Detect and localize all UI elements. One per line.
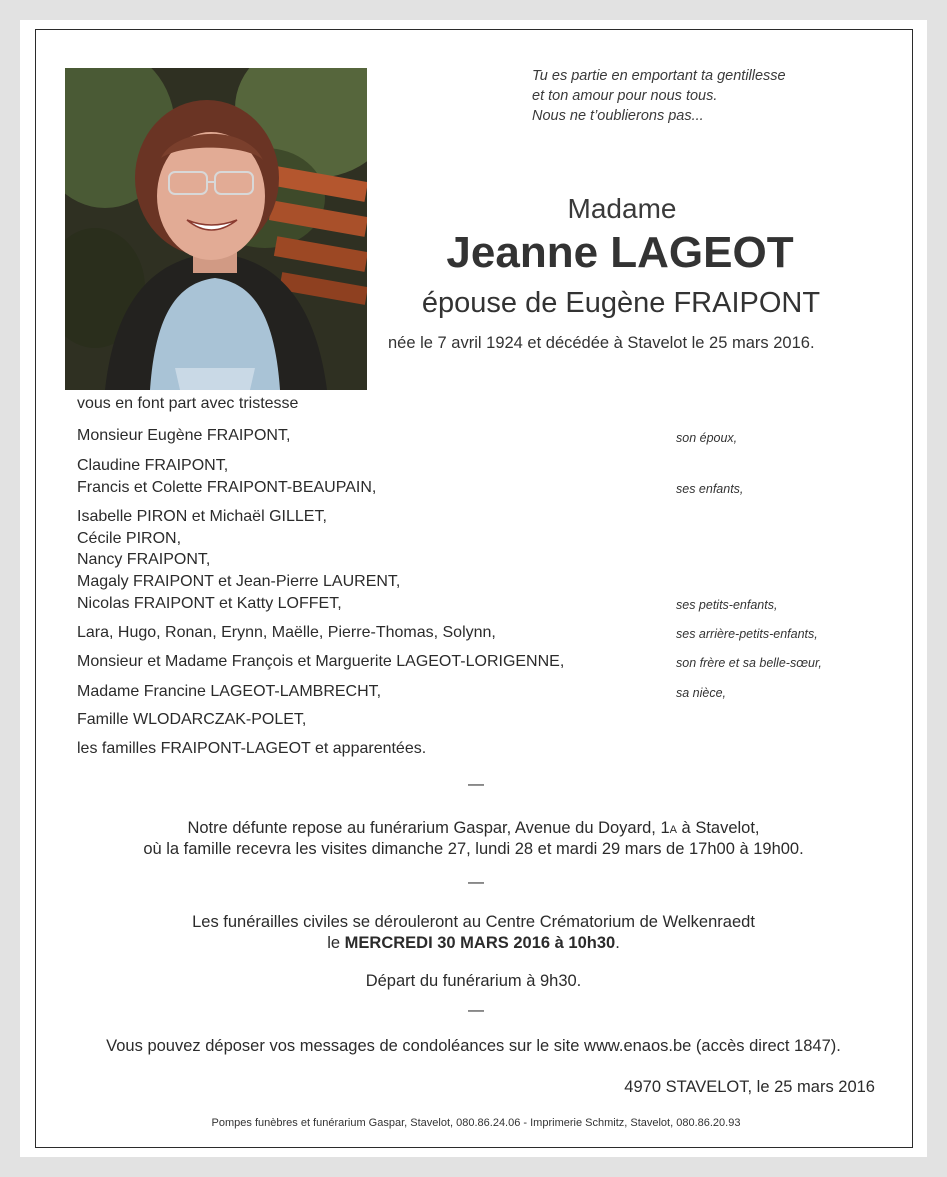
epigraph-line: et ton amour pour nous tous. xyxy=(532,88,718,104)
depart-line: Départ du funérarium à 9h30. xyxy=(365,972,582,990)
dates-line: née le 7 avril 1924 et décédée à Stavelot le 25 mars 2016. xyxy=(388,334,815,352)
epigraph-line: Nous ne t’oublierons pas... xyxy=(532,108,704,124)
salutation: Madame xyxy=(567,193,677,224)
funerailles-line-2 xyxy=(0,934,947,953)
family-member: Lara, Hugo, Ronan, Erynn, Maëlle, Pierre-Thomas, Solynn, xyxy=(77,624,496,641)
separator: — xyxy=(468,874,484,891)
intro-text: vous en font part avec tristesse xyxy=(77,395,299,412)
family-member: Claudine FRAIPONT, xyxy=(77,457,229,474)
separator: — xyxy=(468,776,484,793)
family-member: Madame Francine LAGEOT-LAMBRECHT, xyxy=(77,683,382,700)
funerailles-suffix: . xyxy=(615,934,620,952)
funerailles-prefix: le xyxy=(327,934,345,952)
footer: Pompes funèbres et funérarium Gaspar, Stavelot, 080.86.24.06 - Imprimerie Schmitz, Stavelot, 080.86.20.93 xyxy=(211,1117,741,1129)
spouse-line: épouse de Eugène FRAIPONT xyxy=(421,287,821,319)
family-member: Nancy FRAIPONT, xyxy=(77,551,211,568)
relation-label: son frère et sa belle-sœur, xyxy=(676,656,822,670)
relation-label: ses arrière-petits-enfants, xyxy=(676,627,818,641)
address-suffix: A xyxy=(669,824,677,836)
relation-label: sa nièce, xyxy=(676,686,727,700)
family-member: Monsieur Eugène FRAIPONT, xyxy=(77,427,291,444)
repose-text: Notre défunte repose au funérarium Gaspar, Avenue du Doyard, 1 xyxy=(187,819,670,837)
signature: 4970 STAVELOT, le 25 mars 2016 xyxy=(624,1078,875,1096)
epigraph xyxy=(532,66,786,126)
family-member: Francis et Colette FRAIPONT-BEAUPAIN, xyxy=(77,479,377,496)
repose-line-1 xyxy=(0,819,947,838)
family-member: Isabelle PIRON et Michaël GILLET, xyxy=(77,508,327,525)
relation-label: ses enfants, xyxy=(676,482,744,496)
separator: — xyxy=(468,1002,484,1019)
family-member: Monsieur et Madame François et Marguerite LAGEOT-LORIGENNE, xyxy=(77,653,565,670)
relation-label: son époux, xyxy=(676,431,738,445)
repose-text-end: à Stavelot, xyxy=(676,819,760,837)
family-member: Cécile PIRON, xyxy=(77,530,182,547)
family-member: Famille WLODARCZAK-POLET, xyxy=(77,711,307,728)
deceased-name: Jeanne LAGEOT xyxy=(446,228,794,277)
epigraph-line: Tu es partie en emportant ta gentillesse xyxy=(532,68,786,84)
family-member: les familles FRAIPONT-LAGEOT et apparentées. xyxy=(77,740,427,757)
relation-label: ses petits-enfants, xyxy=(676,598,778,612)
family-member: Nicolas FRAIPONT et Katty LOFFET, xyxy=(77,595,342,612)
funerailles-line-1: Les funérailles civiles se dérouleront au Centre Crématorium de Welkenraedt xyxy=(192,913,755,931)
family-member: Magaly FRAIPONT et Jean-Pierre LAURENT, xyxy=(77,573,401,590)
funerailles-date: MERCREDI 30 MARS 2016 à 10h30 xyxy=(344,934,616,952)
condoleances-line: Vous pouvez déposer vos messages de condoléances sur le site www.enaos.be (accès direct 1847). xyxy=(106,1037,841,1055)
repose-line-2: où la famille recevra les visites dimanche 27, lundi 28 et mardi 29 mars de 17h00 à 19h00. xyxy=(143,840,804,858)
